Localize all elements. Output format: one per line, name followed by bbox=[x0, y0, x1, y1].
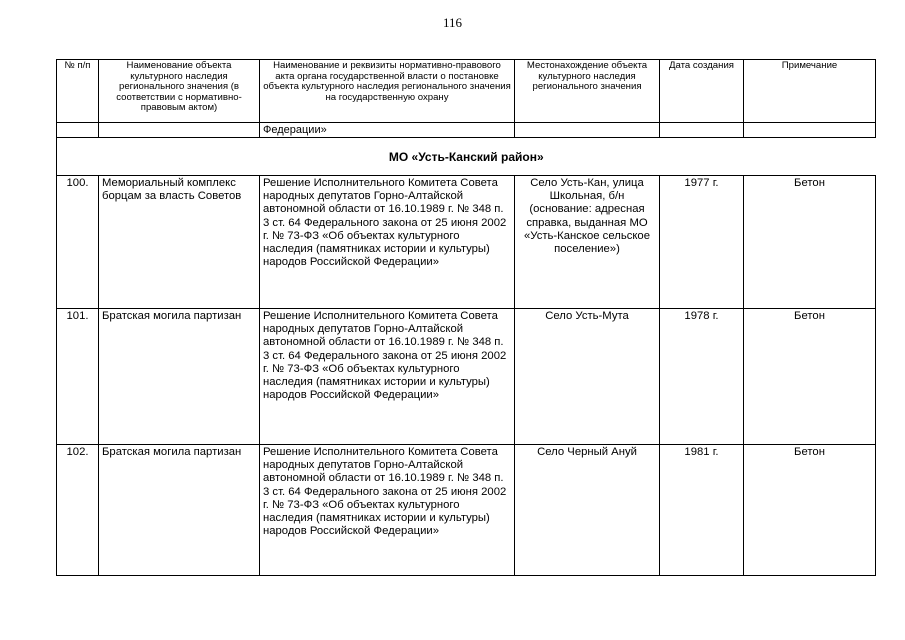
table-row bbox=[57, 309, 876, 445]
header-legal-act: Наименование и реквизиты нормативно-правового акта органа государственной власти о постановке объекта культурного наследия регионального значения на государственную охрану bbox=[260, 60, 515, 123]
row-number: 101. bbox=[57, 309, 99, 445]
location: Село Усть-Мута bbox=[515, 309, 660, 445]
table-row bbox=[57, 176, 876, 309]
header-number: № п/п bbox=[57, 60, 99, 123]
section-title: МО «Усть-Канский район» bbox=[57, 138, 876, 176]
table-header-row bbox=[57, 60, 876, 123]
creation-date: 1981 г. bbox=[660, 445, 744, 576]
header-location: Местонахождение объекта культурного наследия регионального значения bbox=[515, 60, 660, 123]
continuation-text: Федерации» bbox=[260, 123, 515, 138]
location: Село Усть-Кан, улица Школьная, б/н (основание: адресная справка, выданная МО «Усть-Канское сельское поселение») bbox=[515, 176, 660, 309]
note: Бетон bbox=[744, 309, 876, 445]
legal-act: Решение Исполнительного Комитета Совета народных депутатов Горно-Алтайской автономной области от 16.10.1989 г. № 348 п. 3 ст. 64 Федерального закона от 25 июня 2002 г. № 73-ФЗ «Об объектах культурного наследия (памятниках истории и культуры) народов Российской Федерации» bbox=[260, 445, 515, 576]
creation-date: 1978 г. bbox=[660, 309, 744, 445]
continuation-row bbox=[57, 123, 876, 138]
creation-date: 1977 г. bbox=[660, 176, 744, 309]
object-name: Братская могила партизан bbox=[99, 309, 260, 445]
location: Село Черный Ануй bbox=[515, 445, 660, 576]
note: Бетон bbox=[744, 176, 876, 309]
heritage-registry-table bbox=[56, 59, 876, 576]
page-number: 116 bbox=[442, 15, 463, 30]
row-number: 100. bbox=[57, 176, 99, 309]
table-row bbox=[57, 445, 876, 576]
header-note: Примечание bbox=[744, 60, 876, 123]
object-name: Братская могила партизан bbox=[99, 445, 260, 576]
header-creation-date: Дата создания bbox=[660, 60, 744, 123]
legal-act: Решение Исполнительного Комитета Совета народных депутатов Горно-Алтайской автономной области от 16.10.1989 г. № 348 п. 3 ст. 64 Федерального закона от 25 июня 2002 г. № 73-ФЗ «Об объектах культурного наследия (памятниках истории и культуры) народов Российской Федерации» bbox=[260, 176, 515, 309]
header-object-name: Наименование объекта культурного наследия регионального значения (в соответствии с нормативно-правовым актом) bbox=[99, 60, 260, 123]
row-number: 102. bbox=[57, 445, 99, 576]
note: Бетон bbox=[744, 445, 876, 576]
object-name: Мемориальный комплекс борцам за власть Советов bbox=[99, 176, 260, 309]
legal-act: Решение Исполнительного Комитета Совета народных депутатов Горно-Алтайской автономной области от 16.10.1989 г. № 348 п. 3 ст. 64 Федерального закона от 25 июня 2002 г. № 73-ФЗ «Об объектах культурного наследия (памятниках истории и культуры) народов Российской Федерации» bbox=[260, 309, 515, 445]
section-row bbox=[57, 138, 876, 176]
